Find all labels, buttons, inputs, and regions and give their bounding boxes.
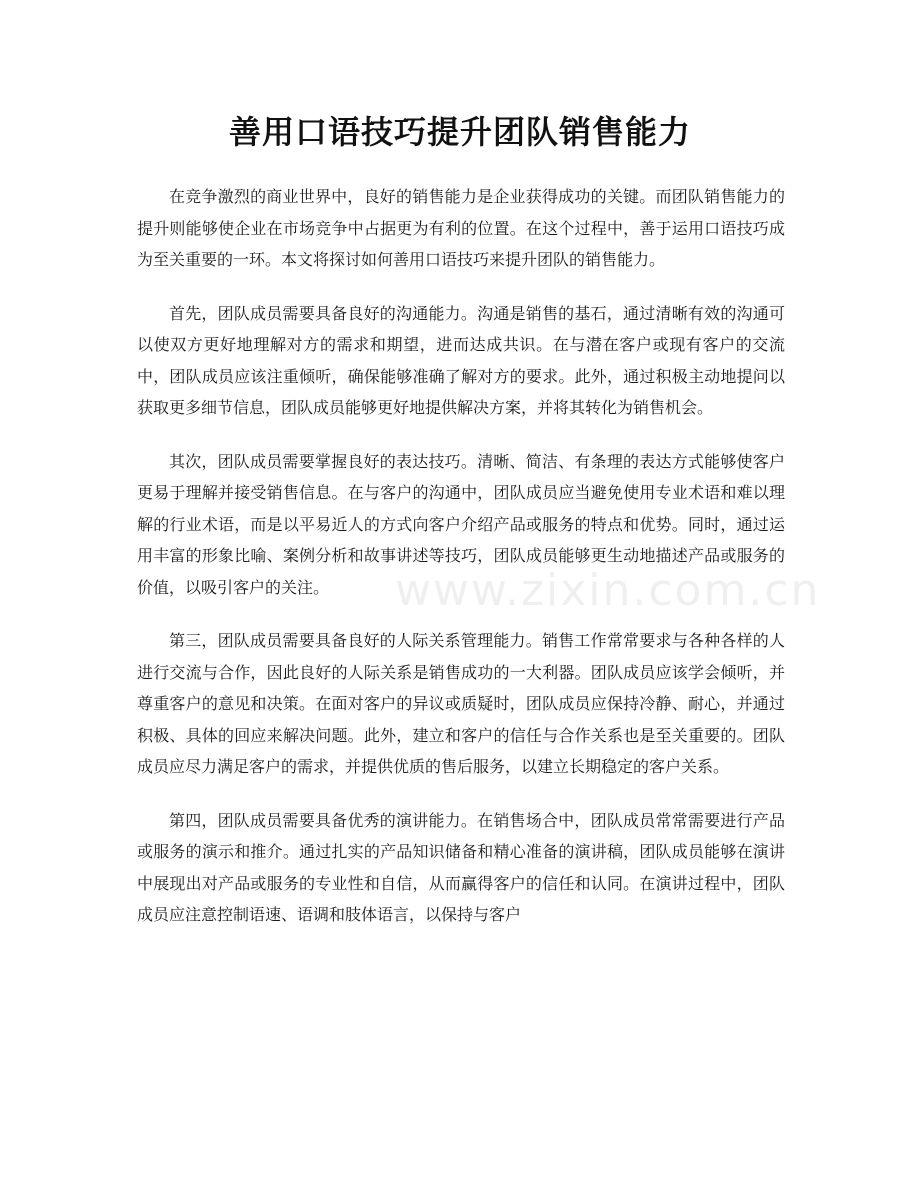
paragraph-intro: 在竞争激烈的商业世界中，良好的销售能力是企业获得成功的关键。而团队销售能力的提升则能够使企业在市场竞争中占据更为有利的位置。在这个过程中，善于运用口语技巧成为至关重要的一环。本文将探讨如何善用口语技巧来提升团队的销售能力。 <box>137 187 785 269</box>
paragraph-presentation: 第四，团队成员需要具备优秀的演讲能力。在销售场合中，团队成员常常需要进行产品或服务的演示和推介。通过扎实的产品知识储备和精心准备的演讲稿，团队成员能够在演讲中展现出对产品或服务的专业性和自信，从而赢得客户的信任和认同。在演讲过程中，团队成员应注意控制语速、语调和肢体语言，以保持与客户 <box>137 810 785 924</box>
watermark: www.zixin.com.cn <box>395 565 821 616</box>
document-title: 善用口语技巧提升团队销售能力 <box>228 113 691 151</box>
paragraph-relationships: 第三，团队成员需要具备良好的人际关系管理能力。销售工作常常要求与各种各样的人进行交流与合作，因此良好的人际关系是销售成功的一大利器。团队成员应该学会倾听，并尊重客户的意见和决策。在面对客户的异议或质疑时，团队成员应保持冷静、耐心，并通过积极、具体的回应来解决问题。此外，建立和客户的信任与合作关系也是至关重要的。团队成员应尽力满足客户的需求，并提供优质的售后服务，以建立长期稳定的客户关系。 <box>137 631 785 776</box>
paragraph-communication: 首先，团队成员需要具备良好的沟通能力。沟通是销售的基石，通过清晰有效的沟通可以使双方更好地理解对方的需求和期望，进而达成共识。在与潜在客户或现有客户的交流中，团队成员应该注重倾听，确保能够准确了解对方的要求。此外，通过积极主动地提问以获取更多细节信息，团队成员能够更好地提供解决方案，并将其转化为销售机会。 <box>137 303 785 417</box>
document-body <box>137 181 785 953</box>
paragraph-expression: 其次，团队成员需要掌握良好的表达技巧。清晰、简洁、有条理的表达方式能够使客户更易于理解并接受销售信息。在与客户的沟通中，团队成员应当避免使用专业术语和难以理解的行业术语，而是以平易近人的方式向客户介绍产品或服务的特点和优势。同时，通过运用丰富的形象比喻、案例分析和故事讲述等技巧，团队成员能够更生动地描述产品或服务的价值，以吸引客户的关注。 <box>137 451 785 597</box>
